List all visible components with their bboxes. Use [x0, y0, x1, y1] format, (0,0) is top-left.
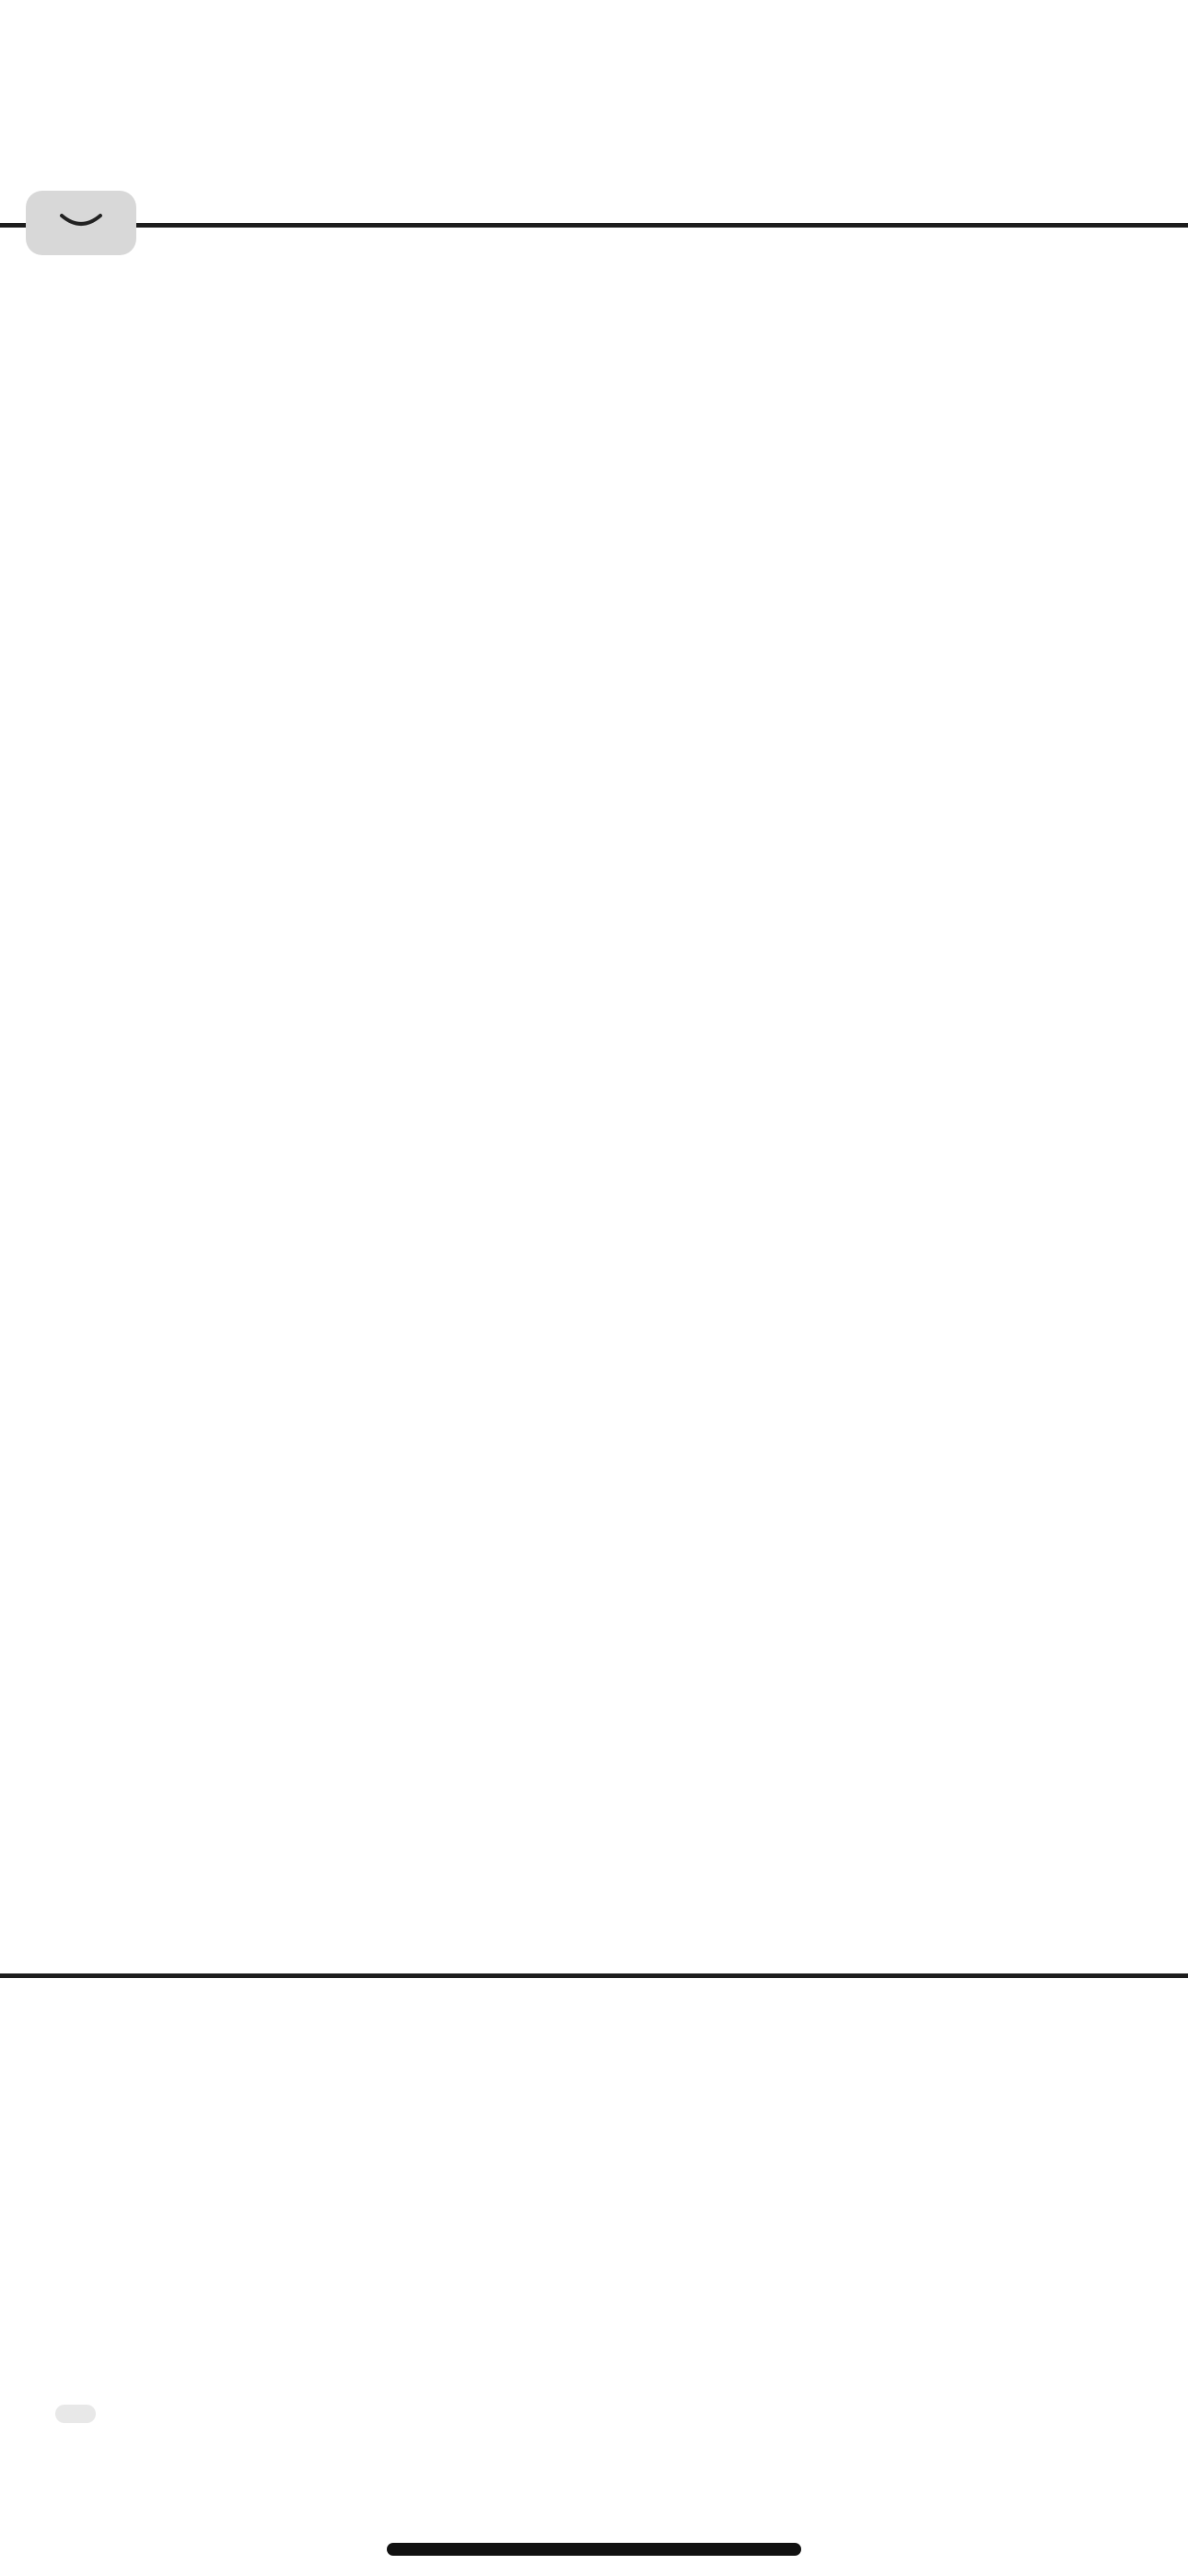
- page-counter: [55, 2405, 96, 2423]
- current-page: [0, 230, 1188, 1976]
- page-separator: [0, 223, 1188, 228]
- home-indicator[interactable]: [387, 2543, 801, 2556]
- page-separator: [0, 1973, 1188, 1978]
- collapse-button[interactable]: [26, 191, 136, 255]
- previous-page: [0, 0, 1188, 226]
- next-page: [0, 1981, 1188, 2576]
- chevron-down-icon: [58, 212, 104, 234]
